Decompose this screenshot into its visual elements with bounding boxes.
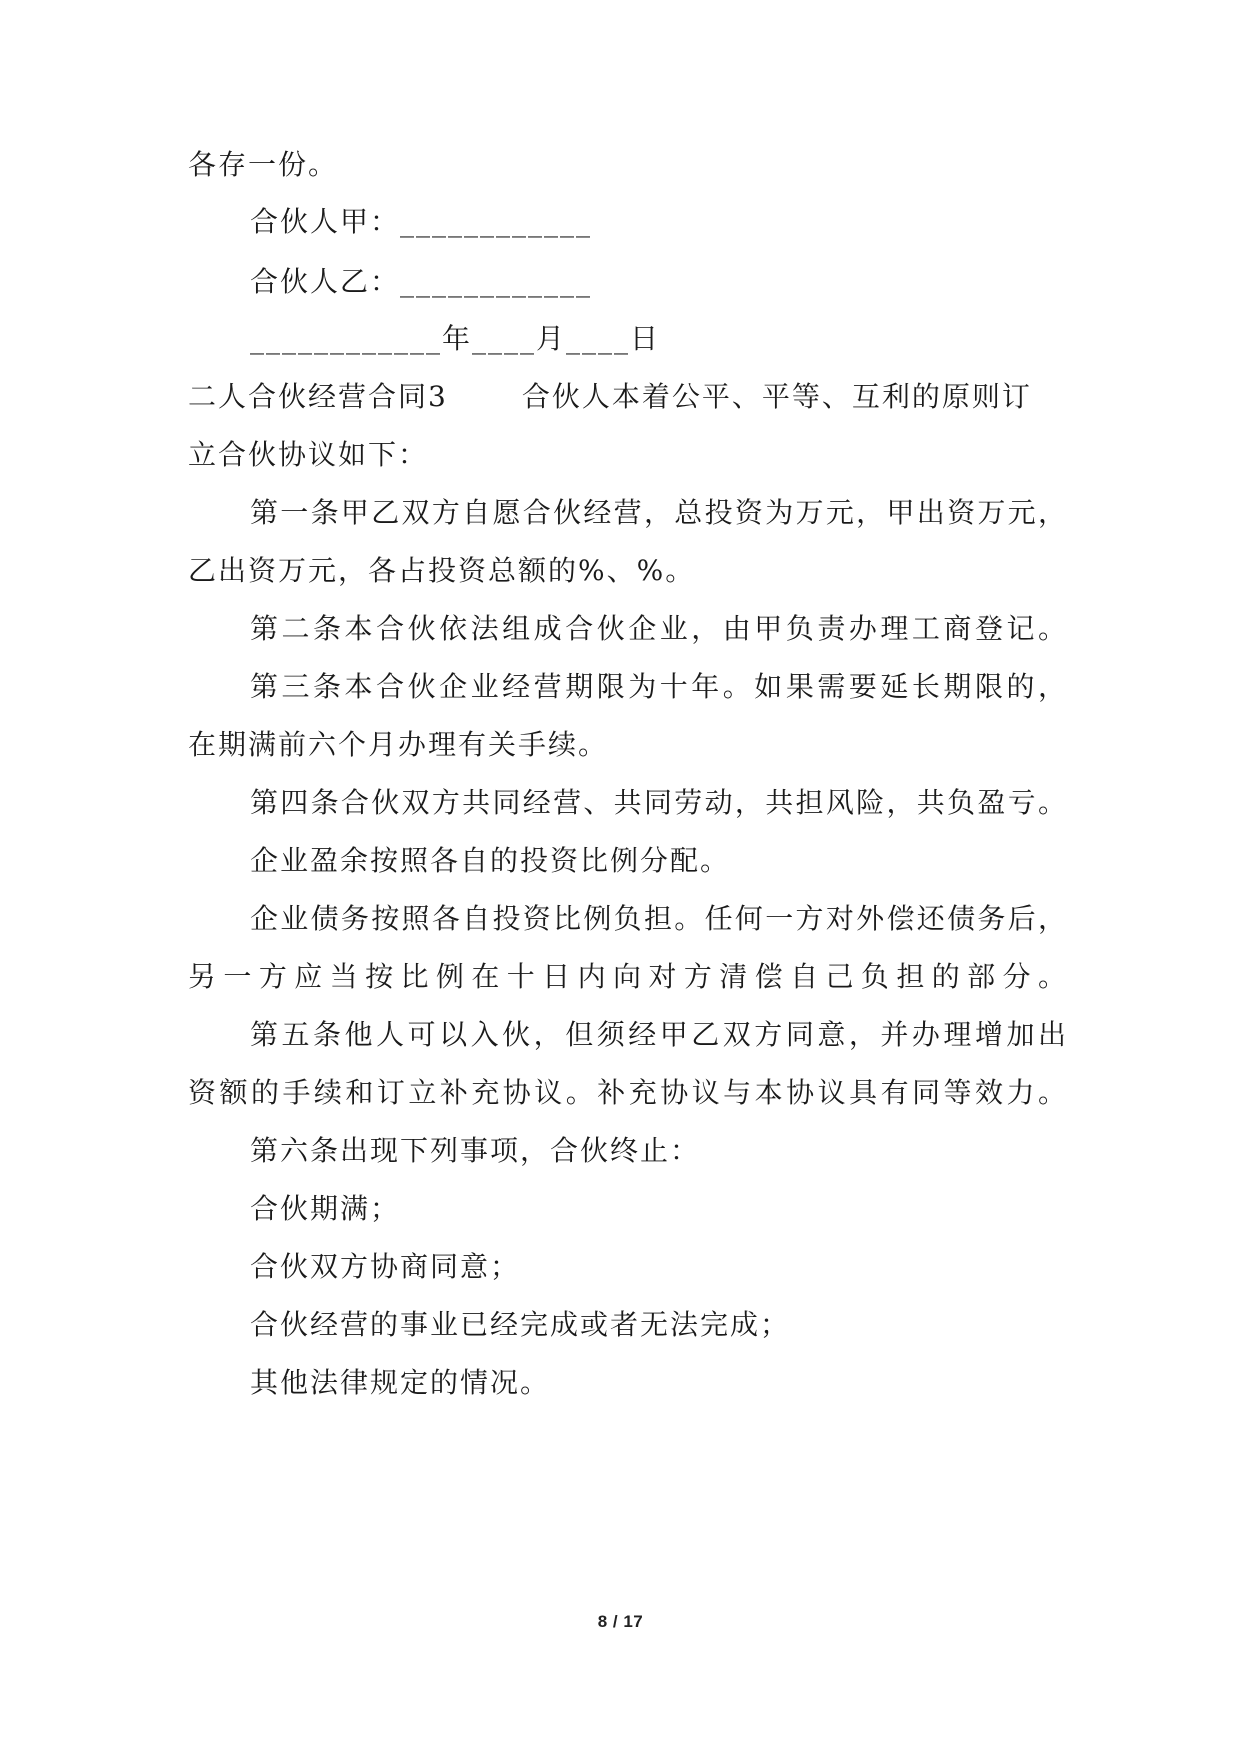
article-4-line: 第四条合伙双方共同经营、共同劳动，共担风险，共负盈亏。 xyxy=(250,786,1068,819)
termination-item-3: 合伙经营的事业已经完成或者无法完成； xyxy=(250,1308,791,1341)
article-2-line: 第二条本合伙依法组成合伙企业，由甲负责办理工商登记。 xyxy=(250,612,1068,645)
article-6-line: 第六条出现下列事项，合伙终止： xyxy=(250,1134,701,1167)
debt-sharing-line-1: 企业债务按照各自投资比例负担。任何一方对外偿还债务后， xyxy=(250,902,1068,935)
date-line: ____________年____月____日 xyxy=(250,322,661,355)
article-1-line-1: 第一条甲乙双方自愿合伙经营，总投资为万元，甲出资万元， xyxy=(250,496,1068,529)
contract-heading-line xyxy=(188,380,1068,414)
contract-intro-continued: 立合伙协议如下： xyxy=(188,438,429,471)
page-number: 8 / 17 xyxy=(597,1612,644,1631)
article-3-line-2: 在期满前六个月办理有关手续。 xyxy=(188,728,609,761)
contract-title: 二人合伙经营合同3 xyxy=(188,380,448,413)
article-1-line-2: 乙出资万元，各占投资总额的%、%。 xyxy=(188,554,696,587)
contract-intro-text: 合伙人本着公平、平等、互利的原则订 xyxy=(521,380,1032,413)
termination-item-4: 其他法律规定的情况。 xyxy=(250,1366,551,1399)
partner-b-signature-line: 合伙人乙：____________ xyxy=(250,265,593,298)
profit-distribution-line: 企业盈余按照各自的投资比例分配。 xyxy=(250,844,731,877)
text-line-copies: 各存一份。 xyxy=(188,148,339,181)
debt-sharing-line-2: 另一方应当按比例在十日内向对方清偿自己负担的部分。 xyxy=(188,960,1068,993)
article-5-line-2: 资额的手续和订立补充协议。补充协议与本协议具有同等效力。 xyxy=(188,1076,1068,1109)
termination-item-2: 合伙双方协商同意； xyxy=(250,1250,521,1283)
article-3-line-1: 第三条本合伙企业经营期限为十年。如果需要延长期限的， xyxy=(250,670,1068,703)
article-5-line-1: 第五条他人可以入伙，但须经甲乙双方同意，并办理增加出 xyxy=(250,1018,1068,1051)
termination-item-1: 合伙期满； xyxy=(250,1192,401,1225)
partner-a-signature-line: 合伙人甲：____________ xyxy=(250,205,593,238)
